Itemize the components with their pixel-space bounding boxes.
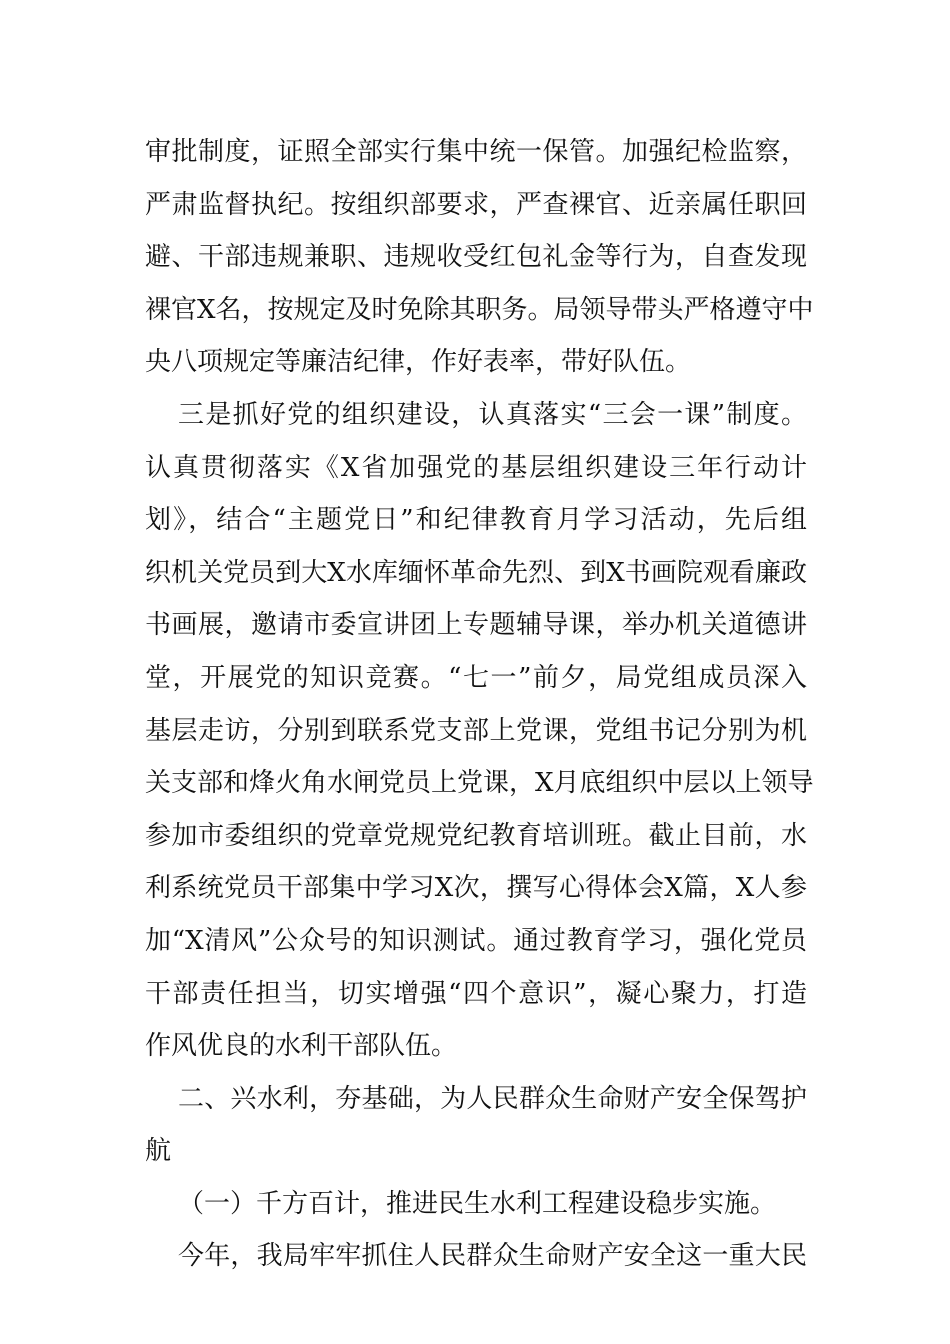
text-line: 划》，结合“主题党日”和纪律教育月学习活动，先后组 (145, 505, 807, 536)
text-line: 织机关党员到大X水库缅怀革命先烈、到X书画院观看廉政 (145, 557, 807, 588)
text-line: 央八项规定等廉洁纪律，作好表率，带好队伍。 (145, 347, 692, 378)
text-line: 参加市委组织的党章党规党纪教育培训班。截止目前，水 (145, 820, 807, 851)
text-line: 避、干部违规兼职、违规收受红包礼金等行为，自查发现 (145, 242, 807, 273)
text-line: 关支部和烽火角水闸党员上党课，X月底组织中层以上领导 (145, 768, 814, 799)
text-line: 作风优良的水利干部队伍。 (145, 1031, 458, 1062)
paragraph-first-line: 三是抓好党的组织建设，认真落实“三会一课”制度。 (178, 399, 807, 430)
text-line: 加“X清风”公众号的知识测试。通过教育学习，强化党员 (145, 925, 807, 956)
text-line: 审批制度，证照全部实行集中统一保管。加强纪检监察， (145, 137, 807, 167)
text-line: 认真贯彻落实《X省加强党的基层组织建设三年行动计 (145, 452, 807, 483)
section-heading-continuation: 航 (145, 1136, 172, 1167)
text-line: 严肃监督执纪。按组织部要求，严查裸官、近亲属任职回 (145, 189, 807, 220)
text-line: 堂，开展党的知识竞赛。“七一”前夕，局党组成员深入 (145, 662, 807, 693)
text-line: 裸官X名，按规定及时免除其职务。局领导带头严格遵守中 (145, 294, 814, 325)
section-heading: 二、兴水利，夯基础，为人民群众生命财产安全保驾护 (178, 1083, 807, 1114)
text-line: 干部责任担当，切实增强“四个意识”，凝心聚力，打造 (145, 978, 807, 1009)
text-line: 书画展，邀请市委宣讲团上专题辅导课，举办机关道德讲 (145, 610, 807, 641)
text-line: 利系统党员干部集中学习X次，撰写心得体会X篇，X人参 (145, 873, 807, 904)
subsection-heading: （一）千方百计，推进民生水利工程建设稳步实施。 (178, 1188, 777, 1219)
paragraph-first-line: 今年，我局牢牢抓住人民群众生命财产安全这一重大民 (178, 1241, 807, 1272)
text-line: 基层走访，分别到联系党支部上党课，党组书记分别为机 (145, 715, 807, 746)
document-body (145, 126, 814, 1283)
